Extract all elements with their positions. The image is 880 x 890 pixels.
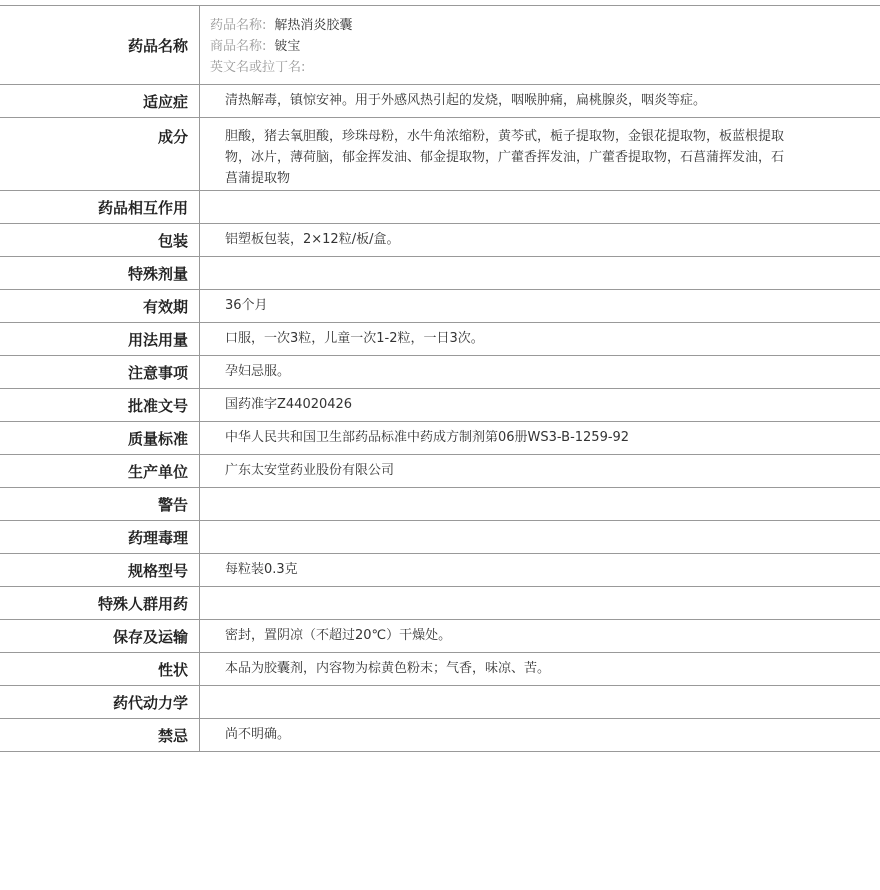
warning-row bbox=[0, 488, 880, 521]
approval-number-row bbox=[0, 389, 880, 422]
row-value: 密封，置阴凉（不超过20℃）干燥处。 bbox=[225, 628, 452, 643]
row-value: 孕妇忌服。 bbox=[225, 364, 291, 379]
row-label: 药理毒理 bbox=[0, 521, 200, 553]
drug-info-table bbox=[0, 5, 880, 752]
row-value: 广东太安堂药业股份有限公司 bbox=[225, 463, 395, 478]
pharmacokinetics-row bbox=[0, 686, 880, 719]
quality-standard-row bbox=[0, 422, 880, 455]
shelf-life-row bbox=[0, 290, 880, 323]
contraindications-row bbox=[0, 719, 880, 752]
row-value: 胆酸，猪去氧胆酸，珍珠母粉，水牛角浓缩粉，黄芩甙，栀子提取物，金银花提取物，板蓝根提取物，冰片，薄荷脑，郁金挥发油、郁金提取物，广藿香挥发油，广藿香提取物，石菖蒲挥发油，石菖蒲提取物 bbox=[225, 129, 785, 186]
row-value bbox=[200, 521, 880, 553]
row-value bbox=[200, 191, 880, 223]
generic-name-value: 解热消炎胶囊 bbox=[274, 18, 353, 33]
row-label: 适应症 bbox=[0, 85, 200, 117]
drug-name-label: 药品名称 bbox=[0, 6, 200, 84]
ingredients-row bbox=[0, 118, 880, 191]
row-label: 包装 bbox=[0, 224, 200, 256]
trade-name-key: 商品名称: bbox=[210, 39, 267, 54]
specification-row bbox=[0, 554, 880, 587]
row-label: 特殊人群用药 bbox=[0, 587, 200, 619]
trade-name-line bbox=[210, 36, 352, 57]
row-label: 规格型号 bbox=[0, 554, 200, 586]
row-value: 铝塑板包装，2×12粒/板/盒。 bbox=[225, 232, 400, 247]
pharmacology-row bbox=[0, 521, 880, 554]
row-label: 批准文号 bbox=[0, 389, 200, 421]
row-value: 国药准字Z44020426 bbox=[225, 397, 353, 412]
row-label: 警告 bbox=[0, 488, 200, 520]
special-population-row bbox=[0, 587, 880, 620]
row-value bbox=[200, 587, 880, 619]
special-dosage-row bbox=[0, 257, 880, 290]
row-value bbox=[200, 257, 880, 289]
trade-name-value: 铍宝 bbox=[274, 39, 301, 54]
row-label: 药品相互作用 bbox=[0, 191, 200, 223]
row-label: 禁忌 bbox=[0, 719, 200, 751]
row-label: 性状 bbox=[0, 653, 200, 685]
generic-name-line bbox=[210, 15, 352, 36]
row-value bbox=[200, 488, 880, 520]
generic-name-key: 药品名称: bbox=[210, 18, 267, 33]
row-label: 药代动力学 bbox=[0, 686, 200, 718]
row-value: 36个月 bbox=[225, 298, 268, 313]
manufacturer-row bbox=[0, 455, 880, 488]
row-value: 尚不明确。 bbox=[225, 727, 291, 742]
description-row bbox=[0, 653, 880, 686]
row-value: 清热解毒，镇惊安神。用于外感风热引起的发烧，咽喉肿痛，扁桃腺炎，咽炎等症。 bbox=[225, 93, 707, 108]
row-value: 中华人民共和国卫生部药品标准中药成方制剂第06册WS3-B-1259-92 bbox=[225, 430, 630, 445]
row-value: 每粒装0.3克 bbox=[225, 562, 298, 577]
row-value: 口服，一次3粒，儿童一次1-2粒，一日3次。 bbox=[225, 331, 484, 346]
row-label: 质量标准 bbox=[0, 422, 200, 454]
english-name-key: 英文名或拉丁名: bbox=[210, 60, 306, 75]
indications-row bbox=[0, 85, 880, 118]
package-row bbox=[0, 224, 880, 257]
row-label: 有效期 bbox=[0, 290, 200, 322]
dosage-row bbox=[0, 323, 880, 356]
row-label: 注意事项 bbox=[0, 356, 200, 388]
drug-name-row bbox=[0, 6, 880, 85]
row-label: 生产单位 bbox=[0, 455, 200, 487]
drug-name-values bbox=[200, 6, 362, 84]
row-label: 保存及运输 bbox=[0, 620, 200, 652]
english-name-line bbox=[210, 57, 352, 78]
row-value: 本品为胶囊剂，内容物为棕黄色粉末；气香，味凉、苦。 bbox=[225, 661, 551, 676]
interactions-row bbox=[0, 191, 880, 224]
row-value bbox=[200, 686, 880, 718]
row-label: 用法用量 bbox=[0, 323, 200, 355]
storage-row bbox=[0, 620, 880, 653]
precautions-row bbox=[0, 356, 880, 389]
row-label: 成分 bbox=[0, 118, 200, 190]
row-label: 特殊剂量 bbox=[0, 257, 200, 289]
